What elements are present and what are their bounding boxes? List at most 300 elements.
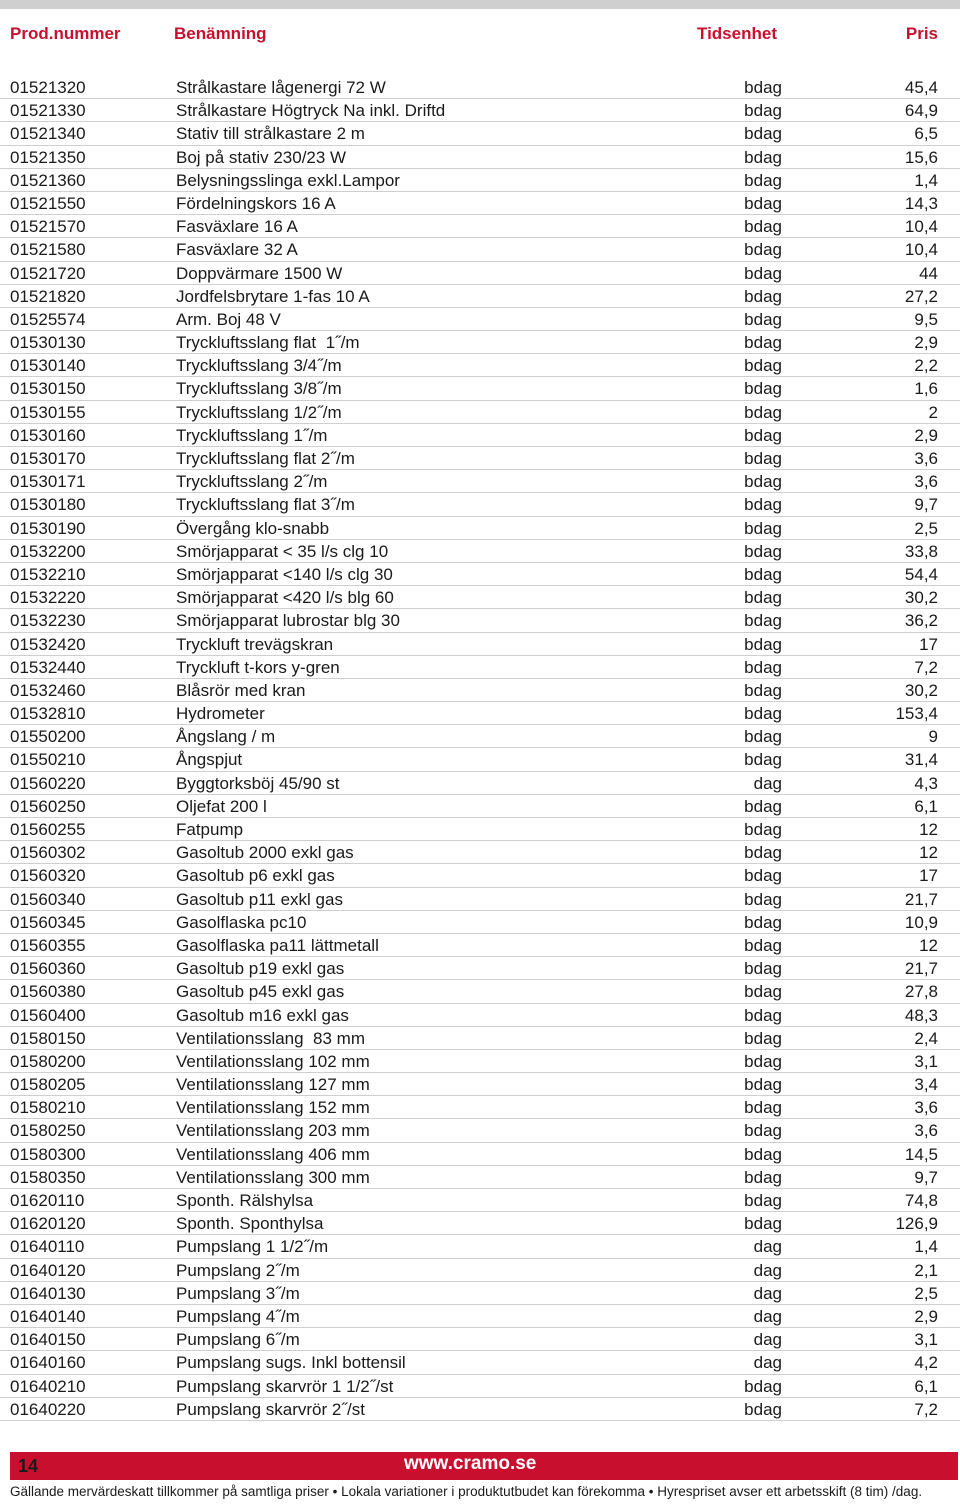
product-name: Tryckluftsslang 2˝/m — [176, 472, 328, 492]
time-unit: bdag — [744, 704, 782, 724]
time-unit: bdag — [744, 193, 782, 213]
time-unit: bdag — [744, 866, 782, 886]
price: 3,4 — [914, 1075, 938, 1095]
price: 1,4 — [914, 1237, 938, 1257]
price: 4,3 — [914, 773, 938, 793]
product-name: Pumpslang 2˝/m — [176, 1260, 300, 1280]
product-name: Övergång klo-snabb — [176, 518, 330, 538]
product-number: 01580210 — [10, 1098, 86, 1118]
product-name: Smörjapparat <140 l/s clg 30 — [176, 564, 393, 584]
time-unit: bdag — [744, 1214, 782, 1234]
table-row — [0, 262, 960, 285]
time-unit: bdag — [744, 518, 782, 538]
time-unit: bdag — [744, 1144, 782, 1164]
website-link[interactable]: www.cramo.se — [404, 1453, 537, 1474]
price: 3,1 — [914, 1051, 938, 1071]
price: 45,4 — [904, 78, 938, 97]
product-name: Gasoltub 2000 exkl gas — [176, 843, 354, 863]
table-row — [0, 424, 960, 447]
product-name: Blåsrör med kran — [176, 680, 306, 700]
time-unit: bdag — [744, 796, 782, 816]
price: 14,3 — [904, 193, 938, 213]
time-unit: dag — [753, 773, 782, 793]
product-name: Gasolflaska pc10 — [176, 912, 307, 932]
table-row — [0, 540, 960, 563]
time-unit: bdag — [744, 1051, 782, 1071]
price: 3,1 — [914, 1330, 938, 1350]
table-row — [0, 122, 960, 145]
product-name: Ventilationsslang 152 mm — [176, 1098, 370, 1118]
header-pris: Pris — [905, 24, 938, 43]
product-name: Tryckluft trevägskran — [176, 634, 334, 654]
table-row — [0, 470, 960, 493]
product-name: Tryckluftsslang 1˝/m — [176, 425, 328, 445]
price: 14,5 — [904, 1144, 938, 1164]
table-row — [0, 725, 960, 748]
price: 3,6 — [914, 449, 938, 468]
time-unit: bdag — [744, 170, 782, 190]
table-row — [0, 609, 960, 632]
time-unit: dag — [753, 1353, 782, 1373]
product-number: 01532420 — [10, 634, 86, 654]
product-number: 01530171 — [10, 472, 86, 492]
table-row — [0, 586, 960, 609]
price: 30,2 — [904, 588, 938, 608]
price: 2,9 — [914, 425, 938, 445]
price: 48,3 — [904, 1005, 938, 1025]
product-name: Smörjapparat <420 l/s blg 60 — [176, 588, 394, 608]
table-row — [0, 1189, 960, 1212]
product-name: Pumpslang skarvrör 1 1/2˝/st — [176, 1376, 394, 1396]
price: 1,6 — [914, 379, 938, 399]
product-number: 01640110 — [10, 1237, 85, 1257]
table-row — [0, 331, 960, 354]
table-row — [0, 1004, 960, 1027]
product-number: 01580350 — [10, 1167, 86, 1187]
product-name: Gasoltub p45 exkl gas — [176, 982, 345, 1002]
time-unit: bdag — [744, 495, 782, 515]
time-unit: bdag — [744, 356, 782, 376]
time-unit: bdag — [744, 541, 782, 561]
product-number: 01560380 — [10, 982, 86, 1002]
product-name: Gasoltub p6 exkl gas — [176, 866, 335, 886]
table-row — [0, 146, 960, 169]
product-name: Fördelningskors 16 A — [176, 193, 336, 213]
table-row — [0, 1282, 960, 1305]
price: 21,7 — [904, 889, 938, 909]
product-number: 01640120 — [10, 1260, 86, 1280]
price: 74,8 — [904, 1191, 938, 1210]
table-row — [0, 980, 960, 1003]
product-number: 01550210 — [10, 750, 86, 770]
table-row — [0, 818, 960, 841]
product-number: 01530180 — [10, 495, 86, 515]
price: 2,2 — [914, 356, 938, 376]
product-name: Pumpslang 1 1/2˝/m — [176, 1237, 329, 1257]
price: 7,2 — [914, 657, 938, 677]
table-row — [0, 238, 960, 261]
table-row — [0, 563, 960, 586]
product-number: 01560250 — [10, 796, 86, 816]
price: 6,1 — [914, 796, 938, 816]
table-row — [0, 748, 960, 771]
table-row — [0, 679, 960, 702]
product-number: 01560340 — [10, 889, 86, 909]
product-number: 01560302 — [10, 843, 86, 863]
price: 10,4 — [904, 240, 938, 260]
time-unit: bdag — [744, 101, 782, 121]
time-unit: bdag — [744, 1028, 782, 1048]
product-name: Ventilationsslang 83 mm — [176, 1028, 365, 1048]
time-unit: bdag — [744, 1191, 782, 1210]
product-name: Tryckluft t-kors y-gren — [176, 657, 340, 677]
product-name: Smörjapparat lubrostar blg 30 — [176, 611, 400, 631]
time-unit: bdag — [744, 217, 782, 237]
product-number: 01640220 — [10, 1399, 86, 1419]
product-name: Pumpslang 3˝/m — [176, 1283, 300, 1303]
product-name: Ventilationsslang 300 mm — [176, 1167, 370, 1187]
product-name: Tryckluftsslang 3/4˝/m — [176, 356, 342, 376]
table-row — [0, 1398, 960, 1421]
table-row — [0, 795, 960, 818]
time-unit: bdag — [744, 611, 782, 631]
product-number: 01560355 — [10, 935, 86, 955]
table-row — [0, 772, 960, 795]
table-row — [0, 1328, 960, 1351]
time-unit: bdag — [744, 1005, 782, 1025]
price: 30,2 — [904, 680, 938, 700]
table-row — [0, 285, 960, 308]
time-unit: bdag — [744, 657, 782, 677]
product-name: Strålkastare Högtryck Na inkl. Driftd — [176, 101, 446, 121]
table-row — [0, 1375, 960, 1398]
price: 3,6 — [914, 1098, 938, 1118]
top-rule — [0, 0, 960, 9]
product-number: 01580150 — [10, 1028, 86, 1048]
product-name: Arm. Boj 48 V — [176, 309, 281, 329]
price: 15,6 — [904, 147, 938, 167]
product-name: Gasoltub p19 exkl gas — [176, 959, 345, 979]
time-unit: bdag — [744, 78, 782, 97]
price: 9,7 — [914, 495, 938, 515]
product-number: 01521720 — [10, 263, 86, 283]
product-number: 01530140 — [10, 356, 86, 376]
time-unit: dag — [753, 1330, 782, 1350]
product-name: Tryckluftsslang flat 2˝/m — [176, 449, 355, 468]
price: 153,4 — [895, 704, 938, 724]
product-name: Jordfelsbrytare 1-fas 10 A — [176, 286, 370, 306]
price: 2,9 — [914, 1306, 938, 1326]
table-row — [0, 957, 960, 980]
time-unit: bdag — [744, 564, 782, 584]
product-name: Doppvärmare 1500 W — [176, 263, 343, 283]
price: 27,2 — [904, 286, 938, 306]
product-name: Pumpslang skarvrör 2˝/st — [176, 1399, 365, 1419]
price: 17 — [919, 866, 938, 886]
price: 9,7 — [914, 1167, 938, 1187]
table-row — [0, 934, 960, 957]
table-row — [0, 354, 960, 377]
price: 44 — [919, 263, 938, 283]
product-number: 01560400 — [10, 1005, 86, 1025]
product-number: 01550200 — [10, 727, 86, 747]
product-number: 01532460 — [10, 680, 86, 700]
price: 54,4 — [904, 564, 938, 584]
footer-disclaimer: Gällande mervärdeskatt tillkommer på samtliga priser • Lokala variationer i produktutbudet kan förekomma • Hyrespriset avser ett arbetsskift (8 tim) /dag. — [10, 1484, 923, 1499]
product-number: 01620110 — [10, 1191, 85, 1210]
product-number: 01580205 — [10, 1075, 86, 1095]
time-unit: bdag — [744, 286, 782, 306]
table-row — [0, 215, 960, 238]
product-name: Belysningsslinga exkl.Lampor — [176, 170, 400, 190]
price-table — [0, 76, 960, 1421]
product-number: 01521820 — [10, 286, 86, 306]
price: 10,9 — [904, 912, 938, 932]
price: 64,9 — [904, 101, 938, 121]
price: 4,2 — [914, 1353, 938, 1373]
product-number: 01521360 — [10, 170, 86, 190]
product-name: Tryckluftsslang 1/2˝/m — [176, 402, 342, 422]
product-number: 01560320 — [10, 866, 86, 886]
price: 36,2 — [904, 611, 938, 631]
product-name: Byggtorksböj 45/90 st — [176, 773, 340, 793]
time-unit: bdag — [744, 634, 782, 654]
time-unit: dag — [753, 1306, 782, 1326]
product-number: 01532200 — [10, 541, 86, 561]
price: 2,1 — [914, 1260, 938, 1280]
table-row — [0, 1235, 960, 1258]
product-name: Hydrometer — [176, 704, 265, 724]
price: 17 — [919, 634, 938, 654]
time-unit: bdag — [744, 309, 782, 329]
price: 12 — [919, 843, 938, 863]
table-row — [0, 377, 960, 400]
product-name: Smörjapparat < 35 l/s clg 10 — [176, 541, 389, 561]
price: 2,5 — [914, 1283, 938, 1303]
product-name: Ventilationsslang 203 mm — [176, 1121, 370, 1141]
time-unit: bdag — [744, 727, 782, 747]
price: 21,7 — [904, 959, 938, 979]
price: 9 — [928, 727, 938, 747]
table-row — [0, 841, 960, 864]
table-row — [0, 1166, 960, 1189]
header-tidsenhet: Tidsenhet — [697, 24, 777, 43]
product-number: 01532440 — [10, 657, 86, 677]
product-number: 01530170 — [10, 449, 86, 468]
price: 3,6 — [914, 472, 938, 492]
product-name: Pumpslang 6˝/m — [176, 1330, 300, 1350]
product-name: Strålkastare lågenergi 72 W — [176, 78, 386, 97]
price: 27,8 — [904, 982, 938, 1002]
price: 126,9 — [895, 1214, 938, 1234]
table-row — [0, 1073, 960, 1096]
time-unit: bdag — [744, 820, 782, 839]
product-name: Fatpump — [176, 820, 244, 839]
time-unit: bdag — [744, 147, 782, 167]
time-unit: bdag — [744, 680, 782, 700]
product-name: Pumpslang 4˝/m — [176, 1306, 300, 1326]
time-unit: bdag — [744, 912, 782, 932]
table-row — [0, 1143, 960, 1166]
product-number: 01521340 — [10, 124, 86, 144]
table-row — [0, 1259, 960, 1282]
time-unit: bdag — [744, 472, 782, 492]
product-name: Oljefat 200 l — [176, 796, 267, 816]
time-unit: bdag — [744, 333, 782, 353]
product-name: Gasoltub p11 exkl gas — [176, 889, 343, 909]
product-number: 01640150 — [10, 1330, 86, 1350]
table-row — [0, 1027, 960, 1050]
table-row — [0, 493, 960, 516]
table-row — [0, 447, 960, 470]
table-row — [0, 169, 960, 192]
table-row — [0, 1096, 960, 1119]
product-name: Ventilationsslang 102 mm — [176, 1051, 370, 1071]
product-name: Ångspjut — [176, 750, 243, 770]
product-name: Stativ till strålkastare 2 m — [176, 124, 365, 144]
price: 12 — [919, 935, 938, 955]
product-number: 01532230 — [10, 611, 86, 631]
table-row — [0, 864, 960, 887]
time-unit: bdag — [744, 982, 782, 1002]
time-unit: bdag — [744, 1121, 782, 1141]
product-name: Tryckluftsslang flat 3˝/m — [176, 495, 355, 515]
product-name: Ventilationsslang 127 mm — [176, 1075, 370, 1095]
product-number: 01532810 — [10, 704, 86, 724]
product-number: 01560220 — [10, 773, 86, 793]
product-number: 01530160 — [10, 425, 86, 445]
product-name: Sponth. Rälshylsa — [176, 1191, 314, 1210]
table-row — [0, 308, 960, 331]
product-name: Gasolflaska pa11 lättmetall — [176, 935, 379, 955]
product-number: 01521550 — [10, 193, 86, 213]
time-unit: bdag — [744, 959, 782, 979]
time-unit: bdag — [744, 1098, 782, 1118]
product-number: 01640140 — [10, 1306, 86, 1326]
table-row — [0, 702, 960, 725]
product-name: Fasväxlare 16 A — [176, 217, 298, 237]
table-row — [0, 1212, 960, 1235]
table-row — [0, 1351, 960, 1374]
product-number: 01640210 — [10, 1376, 86, 1396]
price: 2 — [928, 402, 938, 422]
product-number: 01525574 — [10, 309, 86, 329]
product-name: Boj på stativ 230/23 W — [176, 147, 347, 167]
table-row — [0, 888, 960, 911]
price: 2,4 — [914, 1028, 938, 1048]
price: 10,4 — [904, 217, 938, 237]
price: 31,4 — [904, 750, 938, 770]
header-benamning: Benämning — [174, 24, 267, 43]
time-unit: bdag — [744, 1167, 782, 1187]
product-name: Pumpslang sugs. Inkl bottensil — [176, 1353, 406, 1373]
product-number: 01580300 — [10, 1144, 86, 1164]
product-number: 01521330 — [10, 101, 86, 121]
time-unit: bdag — [744, 1376, 782, 1396]
time-unit: dag — [753, 1283, 782, 1303]
page-number: 14 — [18, 1456, 39, 1476]
product-name: Tryckluftsslang flat 1˝/m — [176, 333, 360, 353]
time-unit: bdag — [744, 402, 782, 422]
product-number: 01580200 — [10, 1051, 86, 1071]
time-unit: bdag — [744, 843, 782, 863]
product-number: 01530150 — [10, 379, 86, 399]
product-number: 01560360 — [10, 959, 86, 979]
product-number: 01530155 — [10, 402, 86, 422]
table-row — [0, 1050, 960, 1073]
product-name: Ångslang / m — [176, 727, 276, 747]
table-row — [0, 401, 960, 424]
price: 12 — [919, 820, 938, 839]
product-name: Ventilationsslang 406 mm — [176, 1144, 370, 1164]
time-unit: bdag — [744, 1075, 782, 1095]
product-number: 01580250 — [10, 1121, 86, 1141]
price: 3,6 — [914, 1121, 938, 1141]
table-row — [0, 633, 960, 656]
time-unit: bdag — [744, 1399, 782, 1419]
time-unit: dag — [753, 1260, 782, 1280]
table-row — [0, 517, 960, 540]
price: 2,9 — [914, 333, 938, 353]
table-header — [0, 20, 960, 50]
table-row — [0, 911, 960, 934]
header-prod-nummer: Prod.nummer — [10, 24, 121, 43]
product-number: 01532210 — [10, 564, 86, 584]
price: 6,1 — [914, 1376, 938, 1396]
product-number: 01521580 — [10, 240, 86, 260]
table-row — [0, 76, 960, 99]
table-row — [0, 656, 960, 679]
time-unit: bdag — [744, 379, 782, 399]
product-number: 01530130 — [10, 333, 86, 353]
price: 33,8 — [904, 541, 938, 561]
product-number: 01532220 — [10, 588, 86, 608]
product-number: 01640130 — [10, 1283, 86, 1303]
product-number: 01521350 — [10, 147, 86, 167]
product-name: Gasoltub m16 exkl gas — [176, 1005, 349, 1025]
price: 9,5 — [914, 309, 938, 329]
product-name: Fasväxlare 32 A — [176, 240, 298, 260]
product-number: 01530190 — [10, 518, 86, 538]
time-unit: bdag — [744, 240, 782, 260]
product-name: Sponth. Sponthylsa — [176, 1214, 324, 1234]
product-number: 01521320 — [10, 78, 86, 97]
table-row — [0, 1119, 960, 1142]
product-number: 01560345 — [10, 912, 86, 932]
price: 7,2 — [914, 1399, 938, 1419]
product-name: Tryckluftsslang 3/8˝/m — [176, 379, 342, 399]
price: 2,5 — [914, 518, 938, 538]
time-unit: bdag — [744, 750, 782, 770]
table-row — [0, 99, 960, 122]
table-row — [0, 1305, 960, 1328]
price: 6,5 — [914, 124, 938, 144]
product-number: 01560255 — [10, 820, 86, 839]
product-number: 01521570 — [10, 217, 86, 237]
time-unit: bdag — [744, 935, 782, 955]
time-unit: bdag — [744, 124, 782, 144]
time-unit: bdag — [744, 425, 782, 445]
table-row — [0, 192, 960, 215]
price: 1,4 — [914, 170, 938, 190]
time-unit: bdag — [744, 588, 782, 608]
product-number: 01620120 — [10, 1214, 86, 1234]
time-unit: bdag — [744, 889, 782, 909]
product-number: 01640160 — [10, 1353, 86, 1373]
time-unit: dag — [753, 1237, 782, 1257]
time-unit: bdag — [744, 449, 782, 468]
time-unit: bdag — [744, 263, 782, 283]
